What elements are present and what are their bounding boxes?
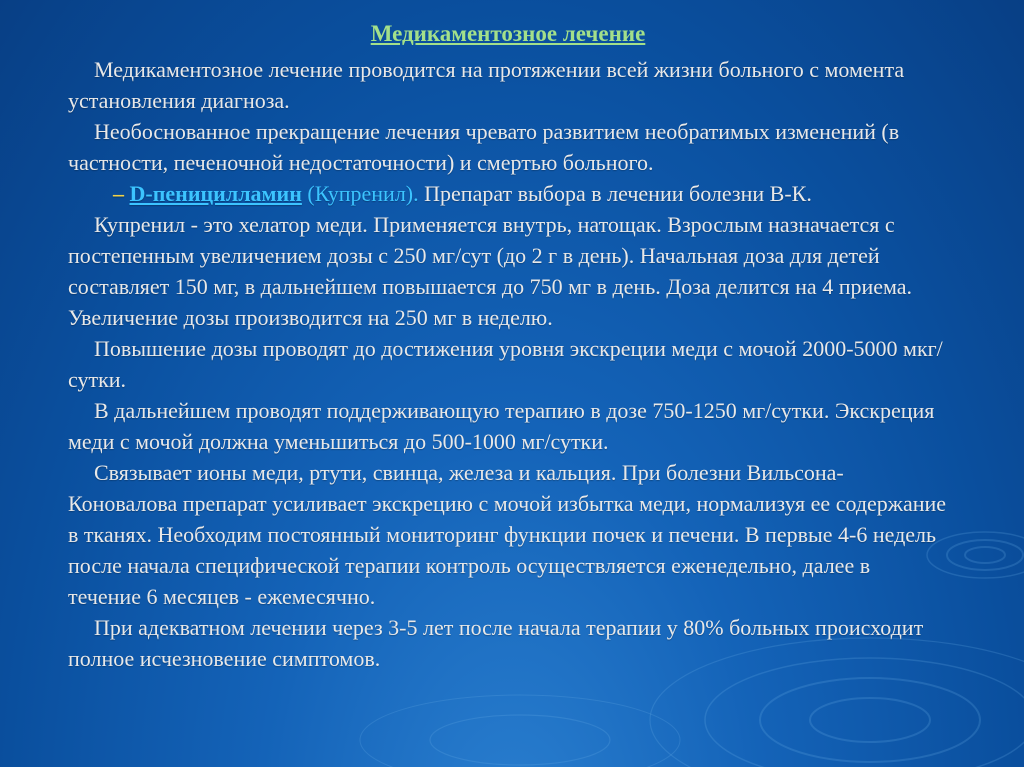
- paragraph-outcome: При адекватном лечении через 3-5 лет после начала терапии у 80% больных происходит полное исчезновение симптомов.: [68, 615, 924, 671]
- paragraph-dosage: Купренил - это хелатор меди. Применяется внутрь, натощак. Взрослым назначается с постепенным увеличением дозы с 250 мг/сут (до 2 г в день). Начальная доза для детей составляет 150 мг, в дальнейшем повышается до 750 мг в день. Доза делится на 4 приема. Увеличение дозы производится на 250 мг в неделю.: [68, 212, 913, 330]
- paragraph-drug-of-choice: [68, 178, 948, 209]
- paragraph-mechanism-monitoring: Связывает ионы меди, ртути, свинца, железа и кальция. При болезни Вильсона-Коновалова препарат усиливает экскрецию с мочой избытка меди, нормализуя ее содержание в тканях. Необходим постоянный мониторинг функции почек и печени. В первые 4-6 недель после начала специфической терапии контроль осуществляется еженедельно, далее в течение 6 месяцев - ежемесячно.: [68, 460, 947, 609]
- paragraph-dose-escalation: Повышение дозы проводят до достижения уровня экскреции меди с мочой 2000-5000 мкг/сутки.: [68, 336, 943, 392]
- paragraph-lifelong-treatment: Медикаментозное лечение проводится на протяжении всей жизни больного с момента установления диагноза.: [68, 57, 905, 113]
- dash-bullet: –: [113, 181, 124, 206]
- paragraph-discontinuation-risk: Необоснованное прекращение лечения чревато развитием необратимых изменений (в частности, печеночной недостаточности) и смертью больного.: [68, 119, 900, 175]
- slide-title: Медикаментозное лечение: [370, 21, 646, 46]
- drug-of-choice-text: Препарат выбора в лечении болезни В-К.: [424, 181, 812, 206]
- slide-content: [68, 18, 948, 674]
- drug-name-link: D-пеницилламин: [129, 181, 302, 206]
- drug-alt-name: (Купренил).: [307, 181, 419, 206]
- paragraph-maintenance: В дальнейшем проводят поддерживающую терапию в дозе 750-1250 мг/сутки. Экскреция меди с мочой должна уменьшиться до 500-1000 мг/сутки.: [68, 398, 935, 454]
